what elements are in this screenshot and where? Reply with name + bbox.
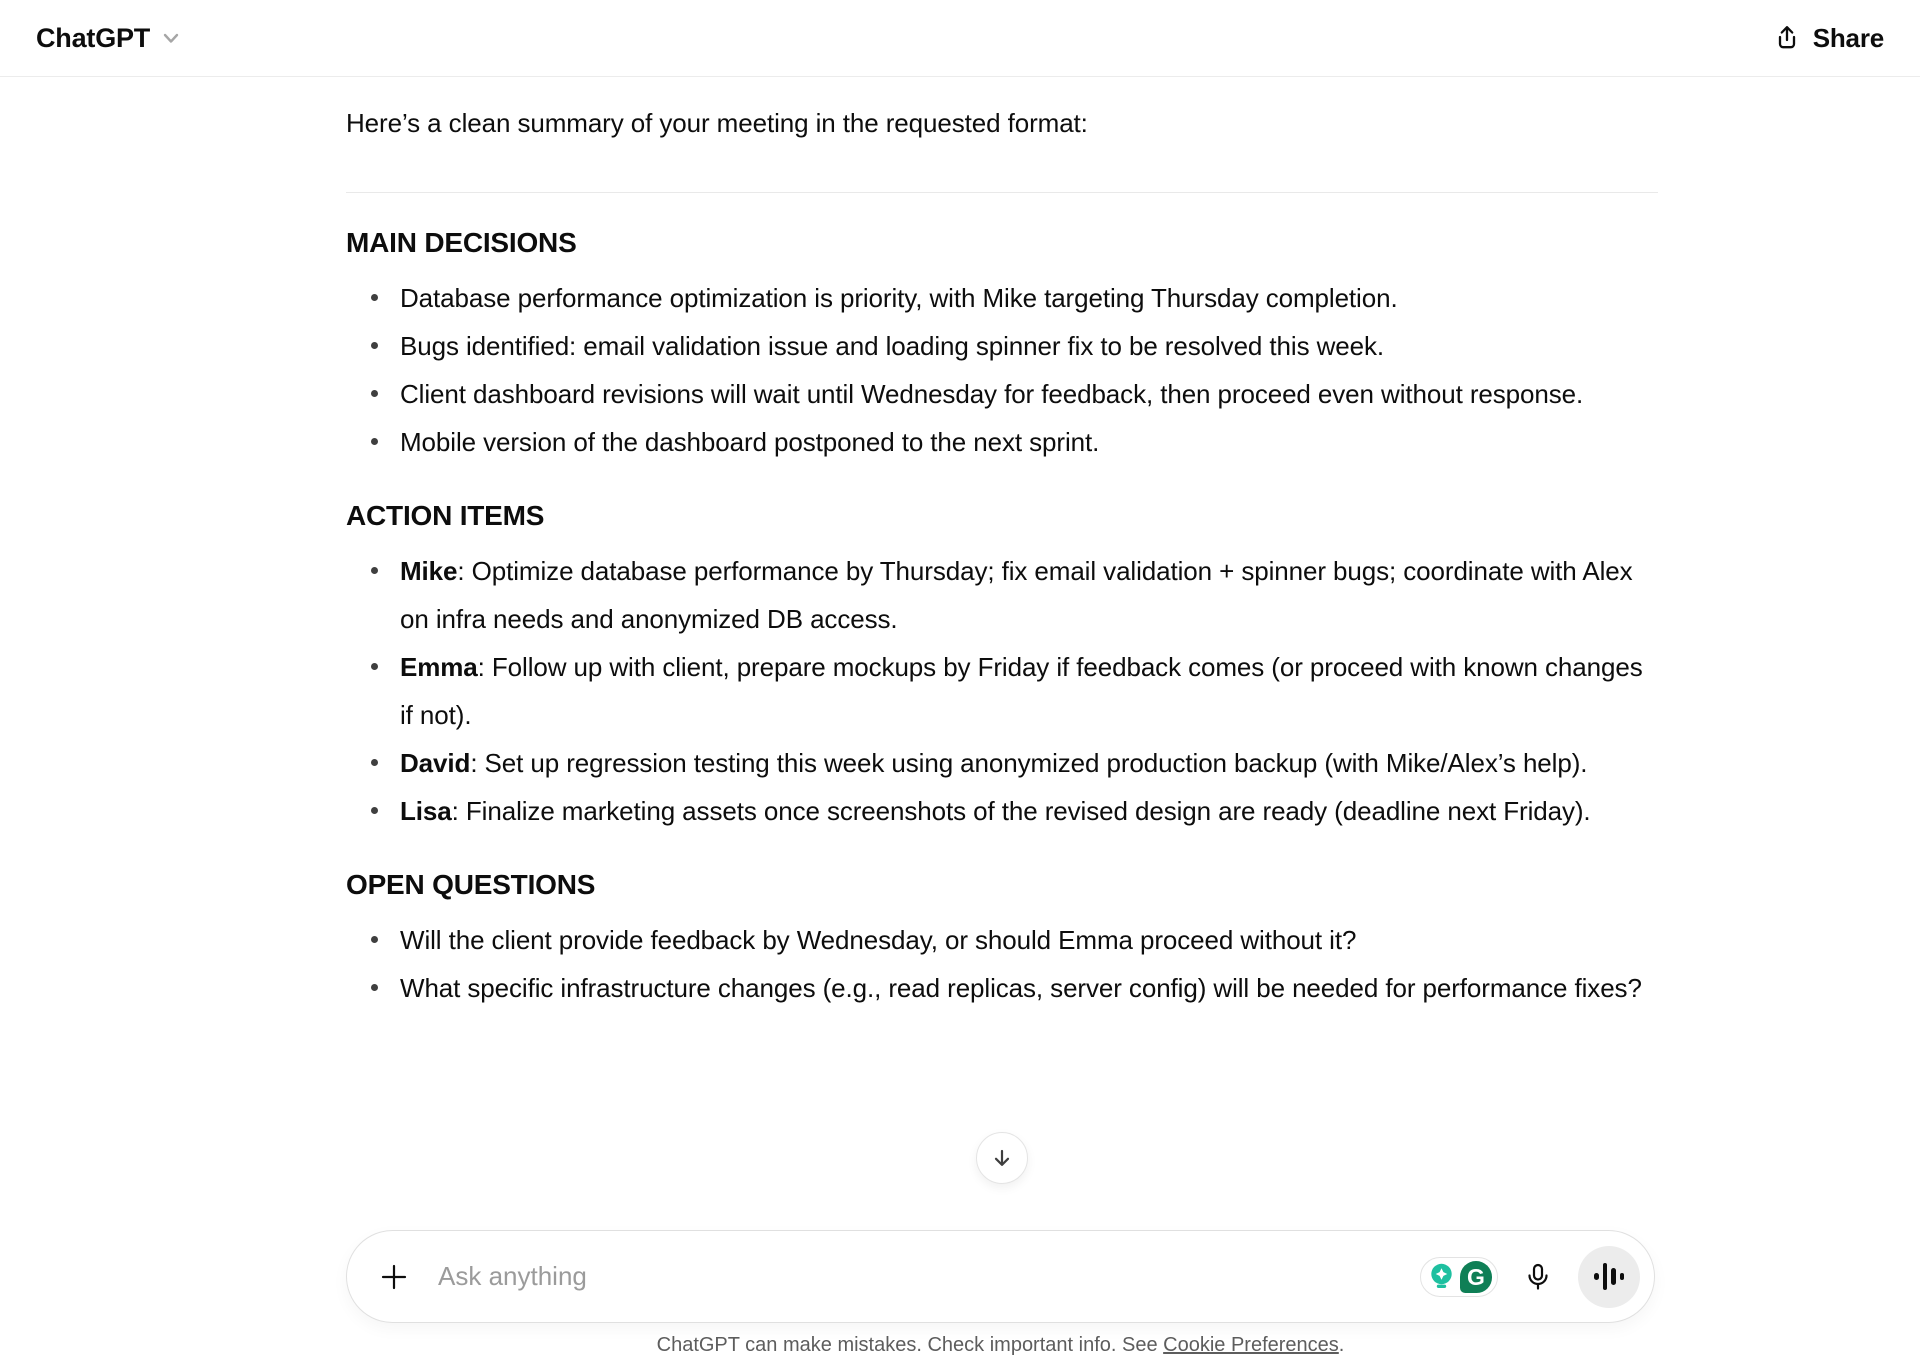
bullet-list	[346, 916, 1658, 1012]
add-attachment-button[interactable]	[372, 1255, 416, 1299]
section-heading: OPEN QUESTIONS	[346, 869, 596, 900]
list-item: Client dashboard revisions will wait until Wednesday for feedback, then proceed even without response.	[400, 370, 1658, 418]
list-item: Database performance optimization is priority, with Mike targeting Thursday completion.	[400, 274, 1658, 322]
disclaimer-text: ChatGPT can make mistakes. Check important info. See	[656, 1334, 1164, 1356]
list-item: Emma: Follow up with client, prepare mockups by Friday if feedback comes (or proceed with known changes if not).	[400, 643, 1658, 739]
list-item: What specific infrastructure changes (e.g., read replicas, server config) will be needed for performance fixes?	[400, 964, 1658, 1012]
chevron-down-icon	[160, 27, 182, 49]
grammarly-extension-pill[interactable]	[1420, 1257, 1498, 1297]
message-sections	[346, 219, 1658, 1012]
assistant-message	[346, 77, 1658, 1012]
list-item: Mobile version of the dashboard postponed to the next sprint.	[400, 418, 1658, 466]
mic-icon	[1522, 1261, 1554, 1293]
list-item: Lisa: Finalize marketing assets once screenshots of the revised design are ready (deadline next Friday).	[400, 787, 1658, 835]
message-intro: Here’s a clean summary of your meeting in the requested format:	[346, 108, 1088, 138]
section-heading: ACTION ITEMS	[346, 500, 545, 531]
scroll-to-bottom-button[interactable]	[976, 1132, 1028, 1184]
list-item: Bugs identified: email validation issue and loading spinner fix to be resolved this week.	[400, 322, 1658, 370]
grammarly-logo-icon[interactable]: G	[1460, 1261, 1492, 1293]
voice-mode-button[interactable]	[1578, 1246, 1640, 1308]
top-bar	[0, 0, 1920, 77]
share-label: Share	[1812, 22, 1884, 53]
grammarly-suggestion-icon[interactable]	[1426, 1261, 1457, 1292]
model-switcher[interactable]	[36, 23, 182, 54]
plus-icon	[379, 1262, 409, 1292]
section-heading: MAIN DECISIONS	[346, 227, 577, 258]
list-item: David: Set up regression testing this week using anonymized production backup (with Mike/Alex’s help).	[400, 739, 1658, 787]
app-title: ChatGPT	[36, 22, 151, 53]
disclaimer	[346, 1334, 1655, 1357]
share-icon	[1772, 23, 1802, 53]
cookie-preferences-link[interactable]: Cookie Preferences	[1163, 1334, 1339, 1356]
arrow-down-icon	[989, 1145, 1015, 1171]
composer-input[interactable]	[416, 1231, 1420, 1322]
composer-actions	[1420, 1246, 1640, 1308]
share-button[interactable]	[1772, 23, 1884, 54]
dictate-button[interactable]	[1516, 1255, 1560, 1299]
list-item: Mike: Optimize database performance by Thursday; fix email validation + spinner bugs; coordinate with Alex on infra needs and anonymized DB access.	[400, 547, 1658, 643]
composer	[346, 1230, 1655, 1323]
bullet-list	[346, 274, 1658, 466]
divider	[346, 192, 1658, 193]
bullet-list	[346, 547, 1658, 835]
voice-mode-icon	[1594, 1263, 1624, 1290]
list-item: Will the client provide feedback by Wednesday, or should Emma proceed without it?	[400, 916, 1658, 964]
disclaimer-period: .	[1338, 1334, 1345, 1356]
